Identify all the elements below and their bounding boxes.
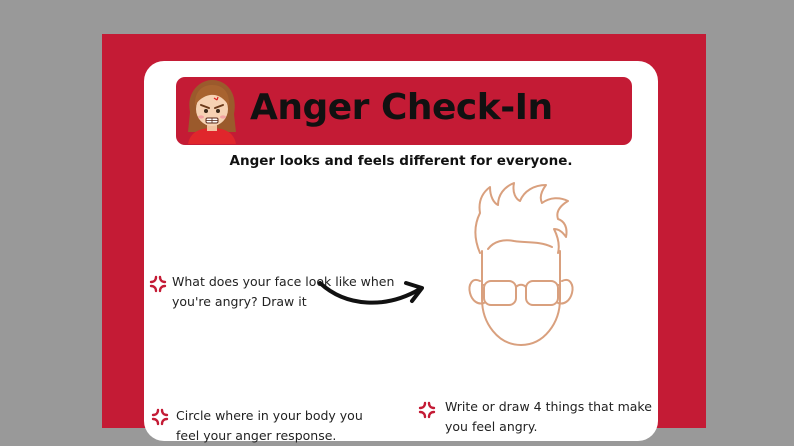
prompt-angry-things: [445, 397, 652, 437]
worksheet-subtitle: Anger looks and feels different for everyone.: [229, 153, 573, 169]
prompt-angry-things-line2: you feel angry.: [445, 419, 538, 434]
title-banner: [176, 77, 632, 145]
prompt-draw-face-line1: What does your face look like when: [172, 274, 395, 289]
prompt-angry-things-line1: Write or draw 4 things that make: [445, 399, 652, 414]
curved-arrow-icon: [316, 265, 426, 315]
worksheet-page: [102, 34, 706, 443]
anger-symbol-icon: [148, 274, 168, 294]
prompt-circle-body: [176, 406, 363, 446]
face-outline-drawing: [454, 181, 586, 349]
prompt-circle-body-line2: feel your anger response.: [176, 428, 337, 443]
prompt-draw-face-line2: you're angry? Draw it: [172, 294, 307, 309]
worksheet-title: Anger Check-In: [250, 87, 553, 128]
angry-girl-avatar-icon: [180, 78, 244, 144]
anger-symbol-icon: [150, 407, 170, 427]
anger-symbol-icon: [417, 400, 437, 420]
prompt-circle-body-line1: Circle where in your body you: [176, 408, 363, 423]
worksheet-card: [144, 61, 658, 441]
